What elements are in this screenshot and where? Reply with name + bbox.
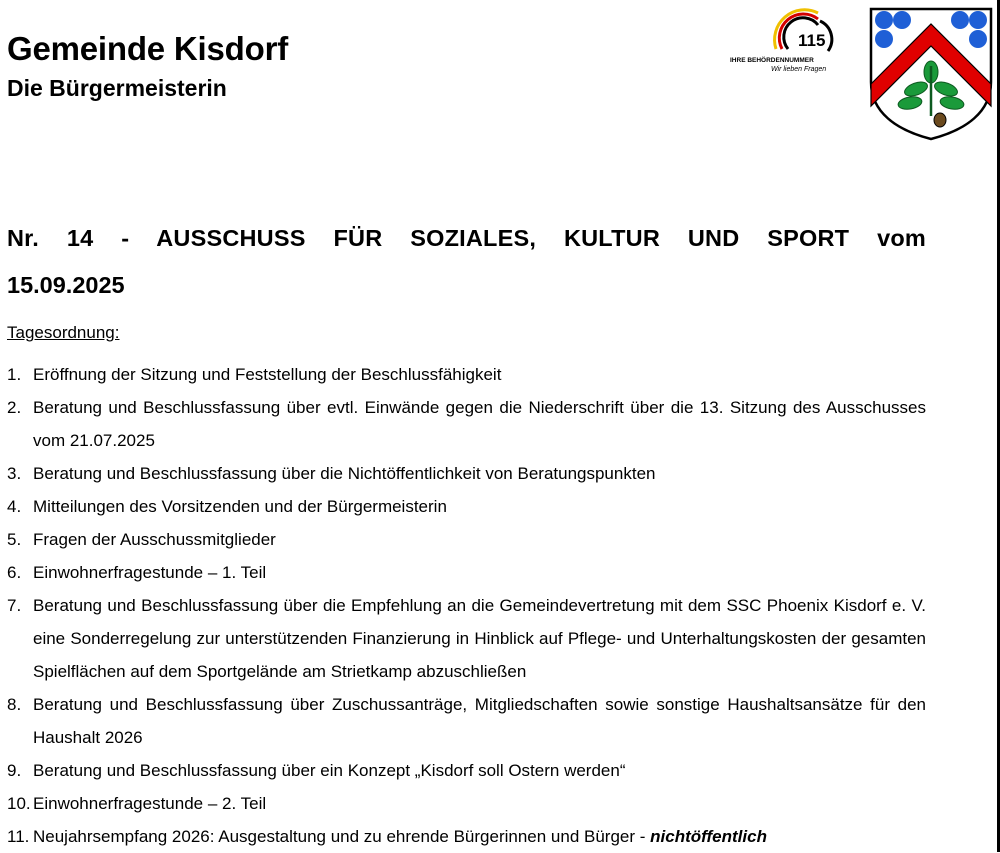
agenda-item	[7, 457, 926, 490]
agenda-item	[7, 556, 926, 589]
agenda-item-text: Fragen der Ausschussmitglieder	[33, 530, 276, 549]
coat-of-arms-icon	[868, 6, 994, 142]
org-subtitle: Die Bürgermeisterin	[7, 75, 227, 101]
agenda-item-number: 8.	[7, 695, 22, 714]
agenda-item	[7, 787, 926, 820]
agenda-item-text: Einwohnerfragestunde – 2. Teil	[33, 794, 267, 813]
agenda-item-number: 2.	[7, 398, 22, 417]
agenda-item-text: Neujahrsempfang 2026: Ausgestaltung und zu ehrende Bürgerinnen und Bürger -	[33, 827, 651, 846]
org-name: Gemeinde Kisdorf	[7, 30, 289, 67]
agenda-item-emphasis: nichtöffentlich	[650, 827, 767, 846]
agenda-item-text: Beratung und Beschlussfassung über die Nichtöffentlichkeit von Beratungspunkten	[33, 464, 656, 483]
document-date: 15.09.2025	[7, 272, 125, 298]
agenda-item-number: 7.	[7, 596, 22, 615]
agenda-item-number: 3.	[7, 464, 22, 483]
agenda-item-text: Beratung und Beschlussfassung über ein Konzept „Kisdorf soll Ostern werden“	[33, 761, 626, 780]
agenda-item-number: 6.	[7, 563, 22, 582]
agenda-label: Tagesordnung:	[7, 323, 120, 342]
agenda-item	[7, 688, 926, 754]
document-title: Nr. 14 - AUSSCHUSS FÜR SOZIALES, KULTUR UND SPORT vom	[7, 225, 926, 251]
agenda-item-text: Beratung und Beschlussfassung über Zuschussanträge, Mitgliedschaften sowie sonstige Haushaltsansätze für den Haushalt 2026	[33, 695, 926, 747]
logo-115-tagline: IHRE BEHÖRDENNUMMER	[730, 57, 814, 64]
agenda-item-number: 11.	[7, 827, 30, 846]
agenda-item-number: 9.	[7, 761, 22, 780]
agenda-item-text: Eröffnung der Sitzung und Feststellung der Beschlussfähigkeit	[33, 365, 502, 384]
agenda-item-text: Einwohnerfragestunde – 1. Teil	[33, 563, 267, 582]
agenda-item-text: Mitteilungen des Vorsitzenden und der Bürgermeisterin	[33, 497, 447, 516]
agenda-item	[7, 490, 926, 523]
agenda-item	[7, 523, 926, 556]
agenda-item	[7, 754, 926, 787]
agenda-list	[7, 358, 926, 853]
agenda-item-number: 10.	[7, 794, 31, 813]
agenda-item	[7, 358, 926, 391]
agenda-item-number: 4.	[7, 497, 22, 516]
agenda-item-text: Beratung und Beschlussfassung über evtl. Einwände gegen die Niederschrift über die 13. Sitzung des Ausschusses vom 21.07.2025	[33, 398, 926, 450]
agenda-item	[7, 391, 926, 457]
logo-115	[728, 5, 844, 75]
agenda-item-number: 1.	[7, 365, 22, 384]
agenda-item	[7, 820, 926, 853]
logo-115-slogan: Wir lieben Fragen	[771, 66, 827, 73]
agenda-item-number: 5.	[7, 530, 22, 549]
agenda-item	[7, 589, 926, 688]
agenda-item-text: Beratung und Beschlussfassung über die Empfehlung an die Gemeindevertretung mit dem SSC Phoenix Kisdorf e. V. eine Sonderregelung zur unterstützenden Finanzierung in Hinblick auf Pflege- und Unterhaltungskosten der gesamten Spielflächen auf dem Sportgelände am Strietkamp abzuschließen	[33, 596, 926, 681]
logo-115-number: 115	[798, 31, 826, 50]
